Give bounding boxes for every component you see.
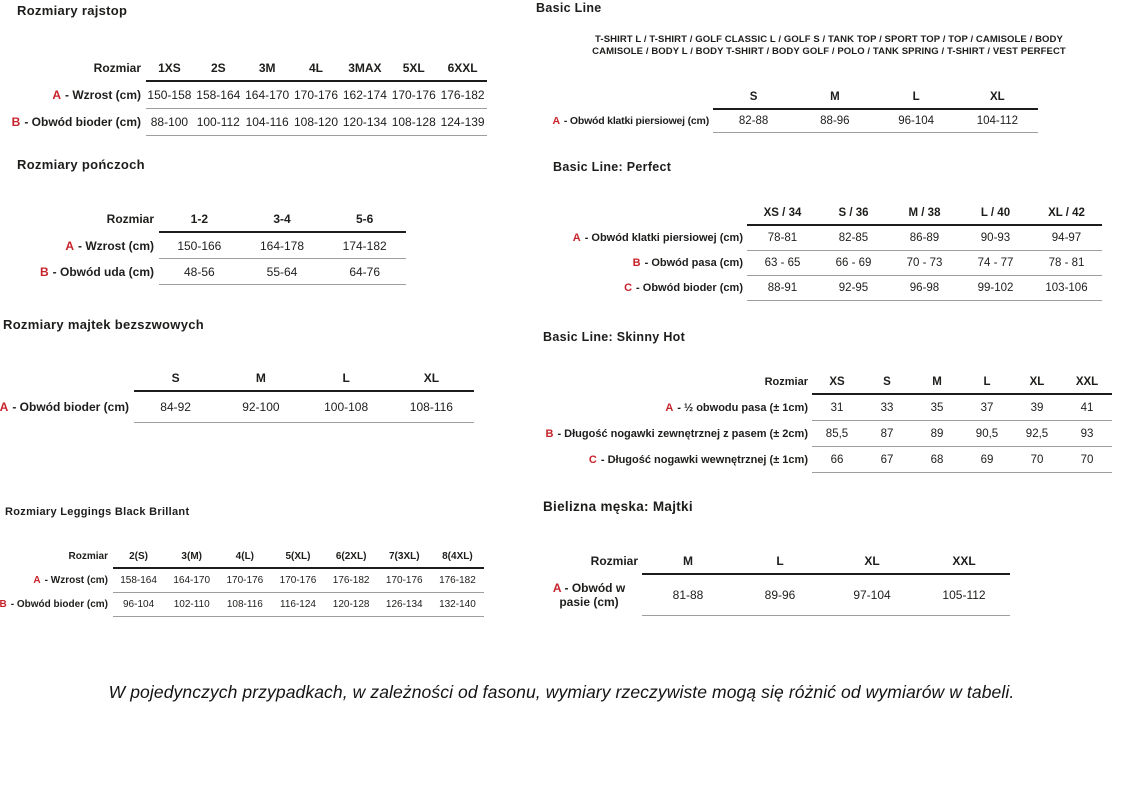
row-label: [0, 88, 145, 102]
size-column-header: L: [912, 91, 920, 103]
row-letter: B: [545, 427, 554, 440]
size-value-cell: 92-95: [838, 282, 869, 294]
row-label: [0, 575, 112, 586]
size-column-header: XL / 42: [1048, 207, 1085, 219]
size-table-bielizna-meska: [536, 549, 1010, 616]
size-value-cell: 64-76: [349, 264, 381, 279]
size-value-cell: 96-104: [898, 115, 935, 127]
size-value-cell: 70 - 73: [906, 257, 943, 269]
table-row: [0, 392, 474, 422]
size-value-cell: 66: [830, 453, 844, 466]
size-table-perfect: [536, 202, 1102, 301]
table-header-row: [0, 55, 487, 80]
size-value-cell: 116-124: [280, 599, 316, 610]
size-value-cell: 102-110: [173, 599, 210, 610]
size-column-header: 3MAX: [348, 60, 382, 75]
size-value-cell: 88-100: [150, 115, 189, 129]
row-label: [536, 581, 642, 609]
table-header-row: [536, 202, 1102, 224]
size-value-cell: 96-104: [123, 599, 155, 610]
size-value-cell: 108-120: [293, 115, 339, 129]
size-value-cell: 85,5: [825, 427, 849, 440]
size-value-cell: 100-108: [324, 400, 369, 414]
row-label: [0, 599, 112, 610]
row-label-text: - Obwód klatki piersiowej (cm): [563, 115, 709, 127]
size-column-header: XL: [423, 371, 440, 385]
table-header-row: [0, 546, 484, 567]
size-table-rajstop: [0, 55, 487, 136]
size-column-header: XL: [1029, 376, 1045, 388]
section-title-skinny-hot: Basic Line: Skinny Hot: [543, 330, 686, 344]
product-list-line: CAMISOLE / BODY L / BODY T-SHIRT / BODY GOLF / POLO / TANK SPRING / T-SHIRT / VEST PERFECT: [592, 45, 1066, 57]
size-column-header: XL: [990, 91, 1005, 103]
size-value-cell: 96-98: [909, 282, 940, 294]
size-value-cell: 92,5: [1025, 427, 1049, 440]
size-value-cell: 33: [880, 401, 894, 414]
row-label-text: - Obwód bioder (cm): [12, 400, 129, 414]
size-value-cell: 108-128: [391, 115, 436, 129]
size-value-cell: 104-112: [976, 115, 1019, 127]
size-column-header: 6XXL: [447, 60, 478, 75]
table-header-row: [0, 206, 406, 231]
footer-note: W pojedynczych przypadkach, w zależności od fasonu, wymiary rzeczywiste mogą się różnić od wymiarów w tabeli.: [108, 682, 1015, 702]
table-row: [0, 259, 406, 284]
section-title-basic-line: Basic Line: [536, 1, 602, 15]
size-value-cell: 99-102: [977, 282, 1014, 294]
row-letter: B: [0, 599, 7, 610]
table-row: [536, 251, 1102, 275]
product-list-line: T-SHIRT L / T-SHIRT / GOLF CLASSIC L / GOLF S / TANK TOP / SPORT TOP / TOP / CAMISOLE / BODY: [595, 34, 1063, 45]
size-value-cell: 86-89: [909, 232, 940, 244]
size-column-header: 6(2XL): [335, 551, 367, 562]
table-row: [0, 82, 487, 108]
row-letter: C: [588, 453, 597, 466]
size-value-cell: 41: [1080, 401, 1094, 414]
size-column-header: 7(3XL): [388, 551, 420, 562]
row-letter: A: [552, 115, 560, 127]
size-column-header: S: [171, 371, 180, 385]
size-value-cell: 108-116: [226, 599, 263, 610]
size-value-cell: 93: [1080, 427, 1094, 440]
table-corner-label: Rozmiar: [590, 554, 638, 568]
size-table-leggings: [0, 546, 484, 617]
size-value-cell: 74 - 77: [977, 257, 1014, 269]
size-column-header: 3M: [258, 60, 276, 75]
size-value-cell: 170-176: [385, 575, 423, 586]
row-letter: B: [40, 264, 49, 279]
size-value-cell: 94-97: [1051, 232, 1082, 244]
size-value-cell: 31: [830, 401, 844, 414]
size-value-cell: 170-176: [293, 88, 339, 102]
row-label-text: - Obwód uda (cm): [52, 264, 154, 279]
size-column-header: L: [342, 371, 350, 385]
row-label-text: - Długość nogawki zewnętrznej z pasem (± 2cm): [557, 427, 808, 440]
row-label-text: - Obwód bioder (cm): [10, 599, 108, 610]
size-value-cell: 105-112: [942, 588, 986, 602]
row-label: [536, 115, 713, 127]
row-label-text: - Wzrost (cm): [65, 88, 141, 102]
row-label-text: - Obwód pasa (cm): [644, 257, 743, 269]
size-value-cell: 92-100: [242, 400, 280, 414]
size-column-header: 5-6: [356, 211, 374, 226]
table-corner-label: Rozmiar: [764, 376, 808, 388]
size-value-cell: 82-88: [738, 115, 769, 127]
size-value-cell: 158-164: [196, 88, 241, 102]
size-value-cell: 170-176: [279, 575, 317, 586]
size-column-header: 4L: [309, 60, 324, 75]
size-column-header: 3(M): [181, 551, 202, 562]
size-value-cell: 68: [930, 453, 944, 466]
size-column-header: L: [983, 376, 991, 388]
table-corner-label: Rozmiar: [68, 551, 108, 562]
table-header-row: [536, 371, 1112, 393]
size-value-cell: 170-176: [391, 88, 436, 102]
size-value-cell: 176-182: [440, 88, 485, 102]
section-title-ponczochy: Rozmiary pończoch: [17, 157, 145, 172]
row-divider: [713, 132, 1038, 133]
size-value-cell: 164-178: [259, 238, 305, 253]
size-value-cell: 87: [880, 427, 894, 440]
size-value-cell: 158-164: [120, 575, 157, 586]
table-row: [536, 110, 1038, 132]
size-column-header: 2S: [210, 60, 226, 75]
size-column-header: S / 36: [838, 207, 869, 219]
row-label-text: - Obwód w pasie (cm): [559, 581, 626, 609]
size-value-cell: 150-166: [177, 238, 222, 253]
size-value-cell: 63 - 65: [764, 257, 801, 269]
size-column-header: M: [830, 91, 840, 103]
size-column-header: M / 38: [908, 207, 941, 219]
size-column-header: M: [683, 554, 693, 568]
size-value-cell: 126-134: [385, 599, 423, 610]
row-label: [536, 428, 812, 440]
section-title-perfect: Basic Line: Perfect: [553, 160, 672, 174]
row-letter: A: [572, 232, 581, 244]
row-label: [0, 265, 158, 279]
size-value-cell: 176-182: [332, 575, 370, 586]
table-header-row: [536, 549, 1010, 573]
row-letter: A: [665, 401, 674, 414]
size-column-header: L: [776, 554, 784, 568]
basic-line-product-list: [540, 34, 1118, 57]
row-label-text: - Wzrost (cm): [44, 575, 108, 586]
size-value-cell: 120-134: [342, 115, 387, 129]
table-row: [536, 226, 1102, 250]
size-value-cell: 150-158: [147, 88, 192, 102]
table-corner-label: Rozmiar: [106, 211, 154, 226]
size-value-cell: 124-139: [440, 115, 485, 129]
size-table-skinny-hot: [536, 371, 1112, 473]
size-column-header: 4(L): [235, 551, 255, 562]
size-value-cell: 97-104: [853, 588, 891, 602]
size-value-cell: 70: [1080, 453, 1094, 466]
size-column-header: L / 40: [980, 207, 1011, 219]
size-value-cell: 48-56: [183, 264, 215, 279]
size-table-majtki-bezszwowe: [0, 366, 474, 423]
size-value-cell: 164-170: [173, 575, 211, 586]
size-column-header: XXL: [952, 554, 976, 568]
size-table-ponczochy: [0, 206, 406, 285]
section-title-majtki-bezszwowe: Rozmiary majtek bezszwowych: [3, 317, 204, 332]
table-row: [0, 593, 484, 616]
row-divider: [812, 472, 1112, 473]
row-label: [536, 282, 747, 294]
row-label: [0, 239, 158, 253]
size-table-basic-line: [536, 86, 1038, 133]
table-row: [0, 233, 406, 258]
table-row: [536, 447, 1112, 472]
row-divider: [113, 616, 484, 617]
size-column-header: 1XS: [158, 60, 181, 75]
table-row: [536, 395, 1112, 420]
size-value-cell: 55-64: [266, 264, 298, 279]
size-value-cell: 164-170: [245, 88, 290, 102]
section-title-leggings: Rozmiary Leggings Black Brillant: [5, 506, 190, 518]
size-column-header: XS: [829, 376, 845, 388]
table-row: [536, 276, 1102, 300]
row-label-text: - Obwód klatki piersiowej (cm): [584, 232, 743, 244]
size-value-cell: 89-96: [764, 588, 796, 602]
row-letter: A: [33, 575, 41, 586]
size-column-header: S: [749, 91, 758, 103]
row-label-text: - ½ obwodu pasa (± 1cm): [677, 401, 808, 414]
row-letter: A: [0, 400, 9, 414]
row-divider: [642, 615, 1010, 616]
size-value-cell: 39: [1030, 401, 1044, 414]
row-label: [536, 402, 812, 414]
row-divider: [146, 135, 487, 136]
size-value-cell: 66 - 69: [835, 257, 872, 269]
row-letter: C: [624, 282, 633, 294]
size-value-cell: 103-106: [1045, 282, 1088, 294]
size-value-cell: 132-140: [439, 599, 476, 610]
row-label: [0, 400, 133, 414]
size-value-cell: 90,5: [975, 427, 999, 440]
table-header-row: [536, 86, 1038, 108]
size-value-cell: 37: [980, 401, 994, 414]
size-value-cell: 162-174: [342, 88, 387, 102]
table-corner-label: Rozmiar: [93, 60, 141, 75]
size-column-header: XL: [864, 554, 880, 568]
size-value-cell: 69: [980, 453, 994, 466]
row-letter: B: [11, 115, 21, 129]
size-column-header: XXL: [1075, 376, 1099, 388]
row-label-text: - Długość nogawki wewnętrznej (± 1cm): [600, 453, 808, 466]
section-title-bielizna-meska: Bielizna męska: Majtki: [543, 499, 693, 514]
size-column-header: M: [932, 376, 942, 388]
size-value-cell: 84-92: [160, 400, 191, 414]
row-label: [536, 454, 812, 466]
size-value-cell: 108-116: [409, 400, 453, 414]
size-column-header: XS / 34: [763, 207, 802, 219]
size-column-header: 2(S): [129, 551, 149, 562]
row-letter: B: [632, 257, 641, 269]
table-row: [536, 421, 1112, 446]
size-column-header: 1-2: [190, 211, 208, 226]
size-value-cell: 88-91: [767, 282, 798, 294]
row-divider: [747, 300, 1102, 301]
table-header-row: [0, 366, 474, 390]
row-label-text: - Obwód bioder (cm): [24, 115, 141, 129]
size-column-header: M: [255, 371, 266, 385]
row-label: [0, 115, 145, 129]
size-value-cell: 100-112: [196, 115, 240, 129]
size-column-header: S: [883, 376, 891, 388]
row-divider: [134, 422, 474, 423]
size-value-cell: 90-93: [980, 232, 1011, 244]
row-label: [536, 232, 747, 244]
size-value-cell: 35: [930, 401, 944, 414]
row-letter: A: [552, 581, 562, 595]
size-value-cell: 78-81: [767, 232, 798, 244]
size-value-cell: 70: [1030, 453, 1044, 466]
size-value-cell: 176-182: [439, 575, 476, 586]
size-value-cell: 88-96: [820, 115, 850, 127]
row-letter: A: [65, 238, 74, 253]
table-row: [536, 575, 1010, 615]
table-row: [0, 109, 487, 135]
size-column-header: 5(XL): [285, 551, 311, 562]
row-letter: A: [52, 88, 61, 102]
size-value-cell: 174-182: [342, 238, 387, 253]
size-value-cell: 104-116: [245, 115, 289, 129]
table-row: [0, 569, 484, 592]
size-column-header: 8(4XL): [442, 551, 473, 562]
size-value-cell: 170-176: [226, 575, 264, 586]
row-label-text: - Obwód bioder (cm): [636, 282, 743, 294]
row-label-text: - Wzrost (cm): [78, 238, 154, 253]
size-value-cell: 67: [880, 453, 894, 466]
size-column-header: 3-4: [273, 211, 291, 226]
row-divider: [159, 284, 406, 285]
size-column-header: 5XL: [402, 60, 425, 75]
row-label: [536, 257, 747, 269]
size-value-cell: 120-128: [332, 599, 370, 610]
size-value-cell: 82-85: [838, 232, 869, 244]
size-value-cell: 78 - 81: [1048, 257, 1085, 269]
section-title-rajstop: Rozmiary rajstop: [17, 3, 128, 18]
size-value-cell: 89: [930, 427, 944, 440]
size-value-cell: 81-88: [672, 588, 704, 602]
